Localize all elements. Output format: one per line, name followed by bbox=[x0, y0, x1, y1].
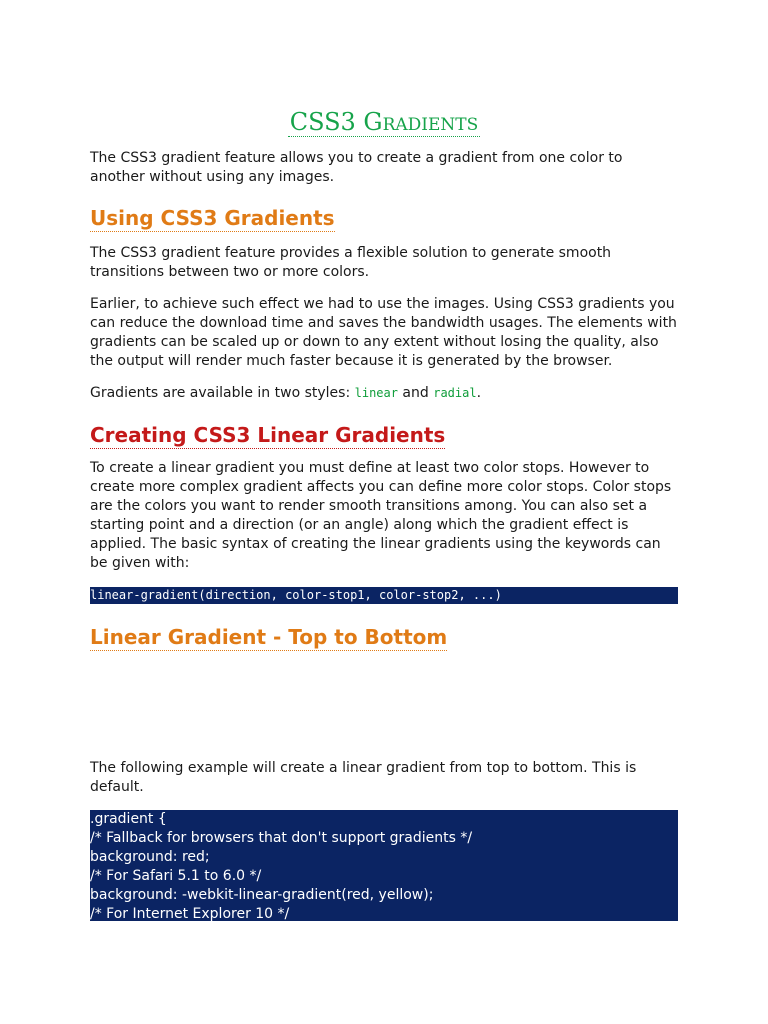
code-line: /* For Safari 5.1 to 6.0 */ bbox=[90, 868, 262, 884]
code-linear: linear bbox=[354, 386, 398, 400]
top-bottom-paragraph: The following example will create a linear gradient from top to bottom. This is default. bbox=[90, 760, 637, 795]
code-line: background: -webkit-linear-gradient(red, yellow); bbox=[90, 887, 434, 903]
intro-paragraph: The CSS3 gradient feature allows you to create a gradient from one color to another without using any images. bbox=[90, 150, 623, 185]
heading-using-css3-gradients: Using CSS3 Gradients bbox=[90, 206, 335, 230]
code-line: .gradient { bbox=[90, 811, 167, 827]
document-title: CSS3 Gradients bbox=[289, 108, 479, 136]
linear-paragraph-1: To create a linear gradient you must define at least two color stops. However to create more complex gradient affects you can define more color stops. Color stops are the colors you want to render smooth transitions among. You can also set a starting point and a direction (or an angle) along which the gradient effect is applied. The basic syntax of creating the linear gradients using the keywords can be given with: bbox=[90, 460, 672, 571]
code-line: background: red; bbox=[90, 849, 210, 865]
using-paragraph-3: Gradients are available in two styles: linear and radial. bbox=[90, 385, 482, 401]
code-line: /* Fallback for browsers that don't support gradients */ bbox=[90, 830, 473, 846]
using-paragraph-2: Earlier, to achieve such effect we had to use the images. Using CSS3 gradients you can reduce the download time and saves the bandwidth usages. The elements with gradients can be scaled up or down to any extent without losing the quality, also the output will render much faster because it is generated by the browser. bbox=[90, 296, 677, 369]
heading-top-to-bottom: Linear Gradient - Top to Bottom bbox=[90, 625, 448, 649]
code-line: /* For Internet Explorer 10 */ bbox=[90, 906, 290, 921]
using-paragraph-1: The CSS3 gradient feature provides a flexible solution to generate smooth transitions between two or more colors. bbox=[90, 245, 612, 280]
syntax-code-block: linear-gradient(direction, color-stop1, color-stop2, ...) bbox=[90, 587, 678, 604]
heading-creating-linear-gradients: Creating CSS3 Linear Gradients bbox=[90, 423, 446, 447]
example-code-block bbox=[90, 810, 678, 921]
code-radial: radial bbox=[433, 386, 477, 400]
